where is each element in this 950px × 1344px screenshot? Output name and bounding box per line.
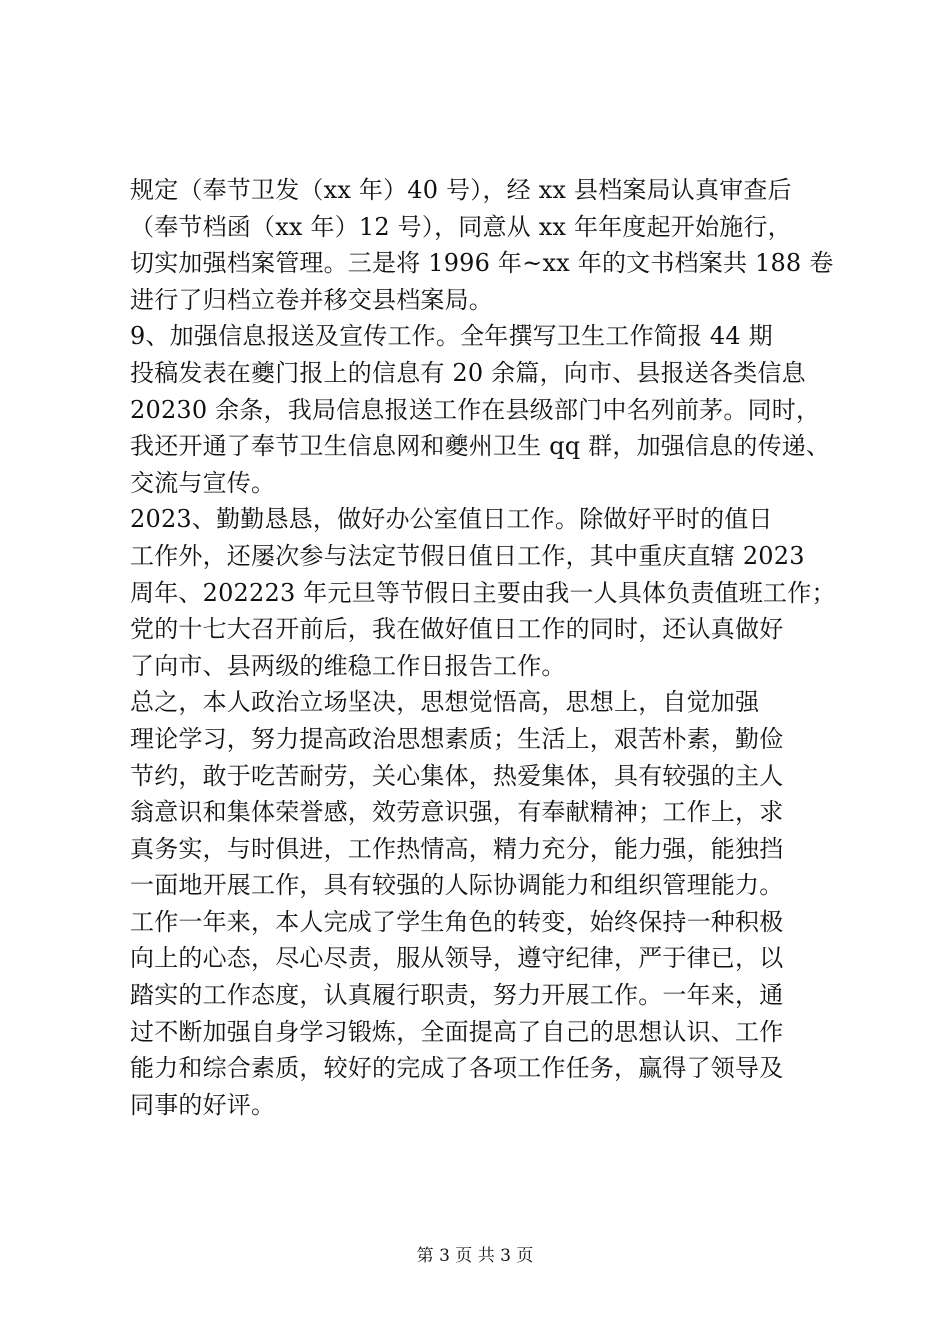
text-line: 交流与宣传。 [130,468,276,497]
text-line: 投稿发表在夔门报上的信息有 20 余篇，向市、县报送各类信息 [130,358,806,387]
text-line: 翁意识和集体荣誉感，效劳意识强，有奉献精神；工作上，求 [130,798,784,827]
text-line: 我还开通了奉节卫生信息网和夔州卫生 qq 群，加强信息的传递、 [130,432,831,461]
text-line: 向上的心态，尽心尽责，服从领导，遵守纪律，严于律已，以 [130,944,784,973]
text-line: 过不断加强自身学习锻炼，全面提高了自己的思想认识、工作 [130,1017,784,1046]
document-body [130,172,836,1123]
text-line: 9、加强信息报送及宣传工作。全年撰写卫生工作简报 44 期 [130,322,773,351]
text-line: 能力和综合素质，较好的完成了各项工作任务，赢得了领导及 [130,1054,784,1083]
text-line: 节约，敢于吃苦耐劳，关心集体，热爱集体，具有较强的主人 [130,761,784,790]
text-line: 工作一年来，本人完成了学生角色的转变，始终保持一种积极 [130,907,784,936]
text-line: 20230 余条，我局信息报送工作在县级部门中名列前茅。同时， [130,395,821,424]
page-number-footer: 第 3 页 共 3 页 [416,1246,534,1266]
text-line: （奉节档函（xx 年）12 号），同意从 xx 年年度起开始施行， [130,212,792,241]
text-line: 进行了归档立卷并移交县档案局。 [130,285,493,314]
text-line: 规定（奉节卫发（xx 年）40 号），经 xx 县档案局认真审查后 [130,176,792,204]
text-line: 2023、勤勤恳恳，做好办公室值日工作。除做好平时的值日 [130,505,773,534]
text-line: 了向市、县两级的维稳工作日报告工作。 [130,651,566,680]
text-line: 同事的好评。 [130,1090,276,1119]
text-line: 党的十七大召开前后，我在做好值日工作的同时，还认真做好 [130,615,784,644]
text-line: 真务实，与时俱进，工作热情高，精力充分，能力强，能独挡 [130,834,784,863]
text-line: 踏实的工作态度，认真履行职责，努力开展工作。一年来，通 [130,981,784,1010]
text-line: 总之，本人政治立场坚决，思想觉悟高，思想上，自觉加强 [130,688,760,717]
text-line: 切实加强档案管理。三是将 1996 年~xx 年的文书档案共 188 卷 [130,249,834,278]
text-line: 一面地开展工作，具有较强的人际协调能力和组织管理能力。 [130,871,784,900]
text-line: 周年、202223 年元旦等节假日主要由我一人具体负责值班工作； [130,578,836,607]
text-line: 理论学习，努力提高政治思想素质；生活上，艰苦朴素，勤俭 [130,724,784,753]
text-line: 工作外，还屡次参与法定节假日值日工作，其中重庆直辖 2023 [130,541,805,570]
